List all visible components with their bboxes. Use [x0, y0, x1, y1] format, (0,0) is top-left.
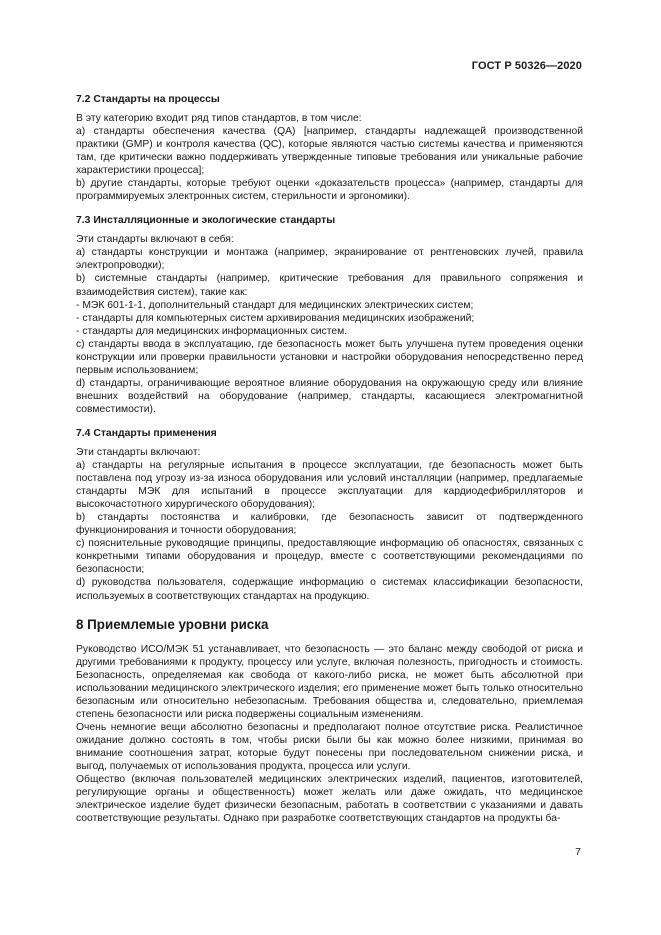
- paragraph: с) стандарты ввода в эксплуатацию, где безопасность может быть улучшена путем проведения оценки конструкции или проверки правильности установки и настройки оборудования непосредственно перед первым использованием;: [76, 338, 583, 376]
- page-number: 7: [575, 846, 581, 858]
- list-item: - стандарты для компьютерных систем архивирования медицинских изображений;: [76, 312, 475, 324]
- list-item: - стандарты для медицинских информационных систем.: [76, 325, 348, 337]
- paragraph: d) руководства пользователя, содержащие информацию о системах классификации безопасности, используемых в соответствующих стандартах на продукцию.: [76, 577, 583, 602]
- paragraph: а) стандарты обеспечения качества (QA) [например, стандарты надлежащей производственной практики (GMP) и контроля качества (QC), которые являются частью системы качества и применяются там, где критически важно поддерживать утвержденные типовые требования или уникальные рабочие характеристики процесса];: [76, 126, 583, 177]
- page-content: [76, 93, 583, 825]
- section-7-3: [76, 214, 583, 416]
- paragraph: а) стандарты на регулярные испытания в процессе эксплуатации, где безопасность может быть поставлена под угрозу из-за износа оборудования или условий инсталляции (например, предлагаемые стандарты МЭК для испытаний в процессе эксплуатации для кардиодефибрилляторов и высокочастотного хирургического оборудования);: [76, 460, 583, 511]
- section-heading: 7.2 Стандарты на процессы: [76, 94, 220, 105]
- section-heading: 7.3 Инсталляционные и экологические стандарты: [76, 215, 336, 227]
- paragraph: b) системные стандарты (например, критические требования для правильного сопряжения и взаимодействия систем), такие как:: [76, 273, 583, 298]
- paragraph: Очень немногие вещи абсолютно безопасны и предполагают полное отсутствие риска. Реалистичное ожидание должно состоять в том, чтобы риски были бы как можно более низкими, принимая во внимание соотношения затрат, которые будут понесены при последовательном снижении риска, и выгод, получаемых от использования продукта, процесса или услуги.: [76, 721, 583, 772]
- paragraph: Эти стандарты включают:: [76, 446, 201, 458]
- paragraph: а) стандарты конструкции и монтажа (например, экранирование от рентгеновских лучей, правила электропроводки);: [76, 247, 583, 272]
- section-7-2: [76, 93, 583, 203]
- paragraph: Общество (включая пользователей медицинских электрических изделий, пациентов, изготовителей, регулирующие органы и общественность) может желать или даже ожидать, что медицинское электрическое изделие будет физически безопасным, работать в соответствии с указаниями и давать соответствующие результаты. Однако при разработке соответствующих стандартов на продукты ба-: [76, 774, 583, 825]
- paragraph: d) стандарты, ограничивающие вероятное влияние оборудования на окружающую среду или влияние внешних воздействий на оборудование (например, стандарты, касающиеся электромагнитной совместимости).: [76, 377, 583, 415]
- paragraph: b) другие стандарты, которые требуют оценки «доказательств процесса» (например, стандарты для программируемых электронных систем, стерильности и эргономики).: [76, 178, 583, 203]
- paragraph: b) стандарты постоянства и калибровки, где безопасность зависит от подтвержденного функционирования и точности оборудования;: [76, 512, 583, 537]
- paragraph: Руководство ИСО/МЭК 51 устанавливает, что безопасность — это баланс между свободой от риска и другими требованиями к продукту, процессу или услуге, включая полезность, пригодность и стоимость. Безопасность, определяемая как свобода от какого-либо риска, не может быть абсолютной при использовании медицинского электрического изделия; его применение может быть только относительно безопасным или относительно небезопасным. Требования общества и, следовательно, приемлемая степень безопасности или риска подвержены социальным изменениям.: [76, 643, 583, 720]
- paragraph: с) пояснительные руководящие принципы, предоставляющие информацию об опасностях, связанных с конкретными типами оборудования и процедур, вместе с соответствующими рекомендациями по безопасности;: [76, 538, 583, 576]
- paragraph: Эти стандарты включают в себя:: [76, 234, 234, 246]
- standard-code: ГОСТ Р 50326—2020: [471, 60, 582, 72]
- section-heading: 7.4 Стандарты применения: [76, 427, 217, 439]
- chapter-heading: 8 Приемлемые уровни риска: [76, 616, 269, 632]
- paragraph: В эту категорию входит ряд типов стандартов, в том числе:: [76, 113, 362, 124]
- chapter-8: [76, 617, 583, 826]
- list-item: - МЭК 601-1-1, дополнительный стандарт для медицинских электрических систем;: [76, 299, 474, 311]
- section-7-4: [76, 427, 583, 603]
